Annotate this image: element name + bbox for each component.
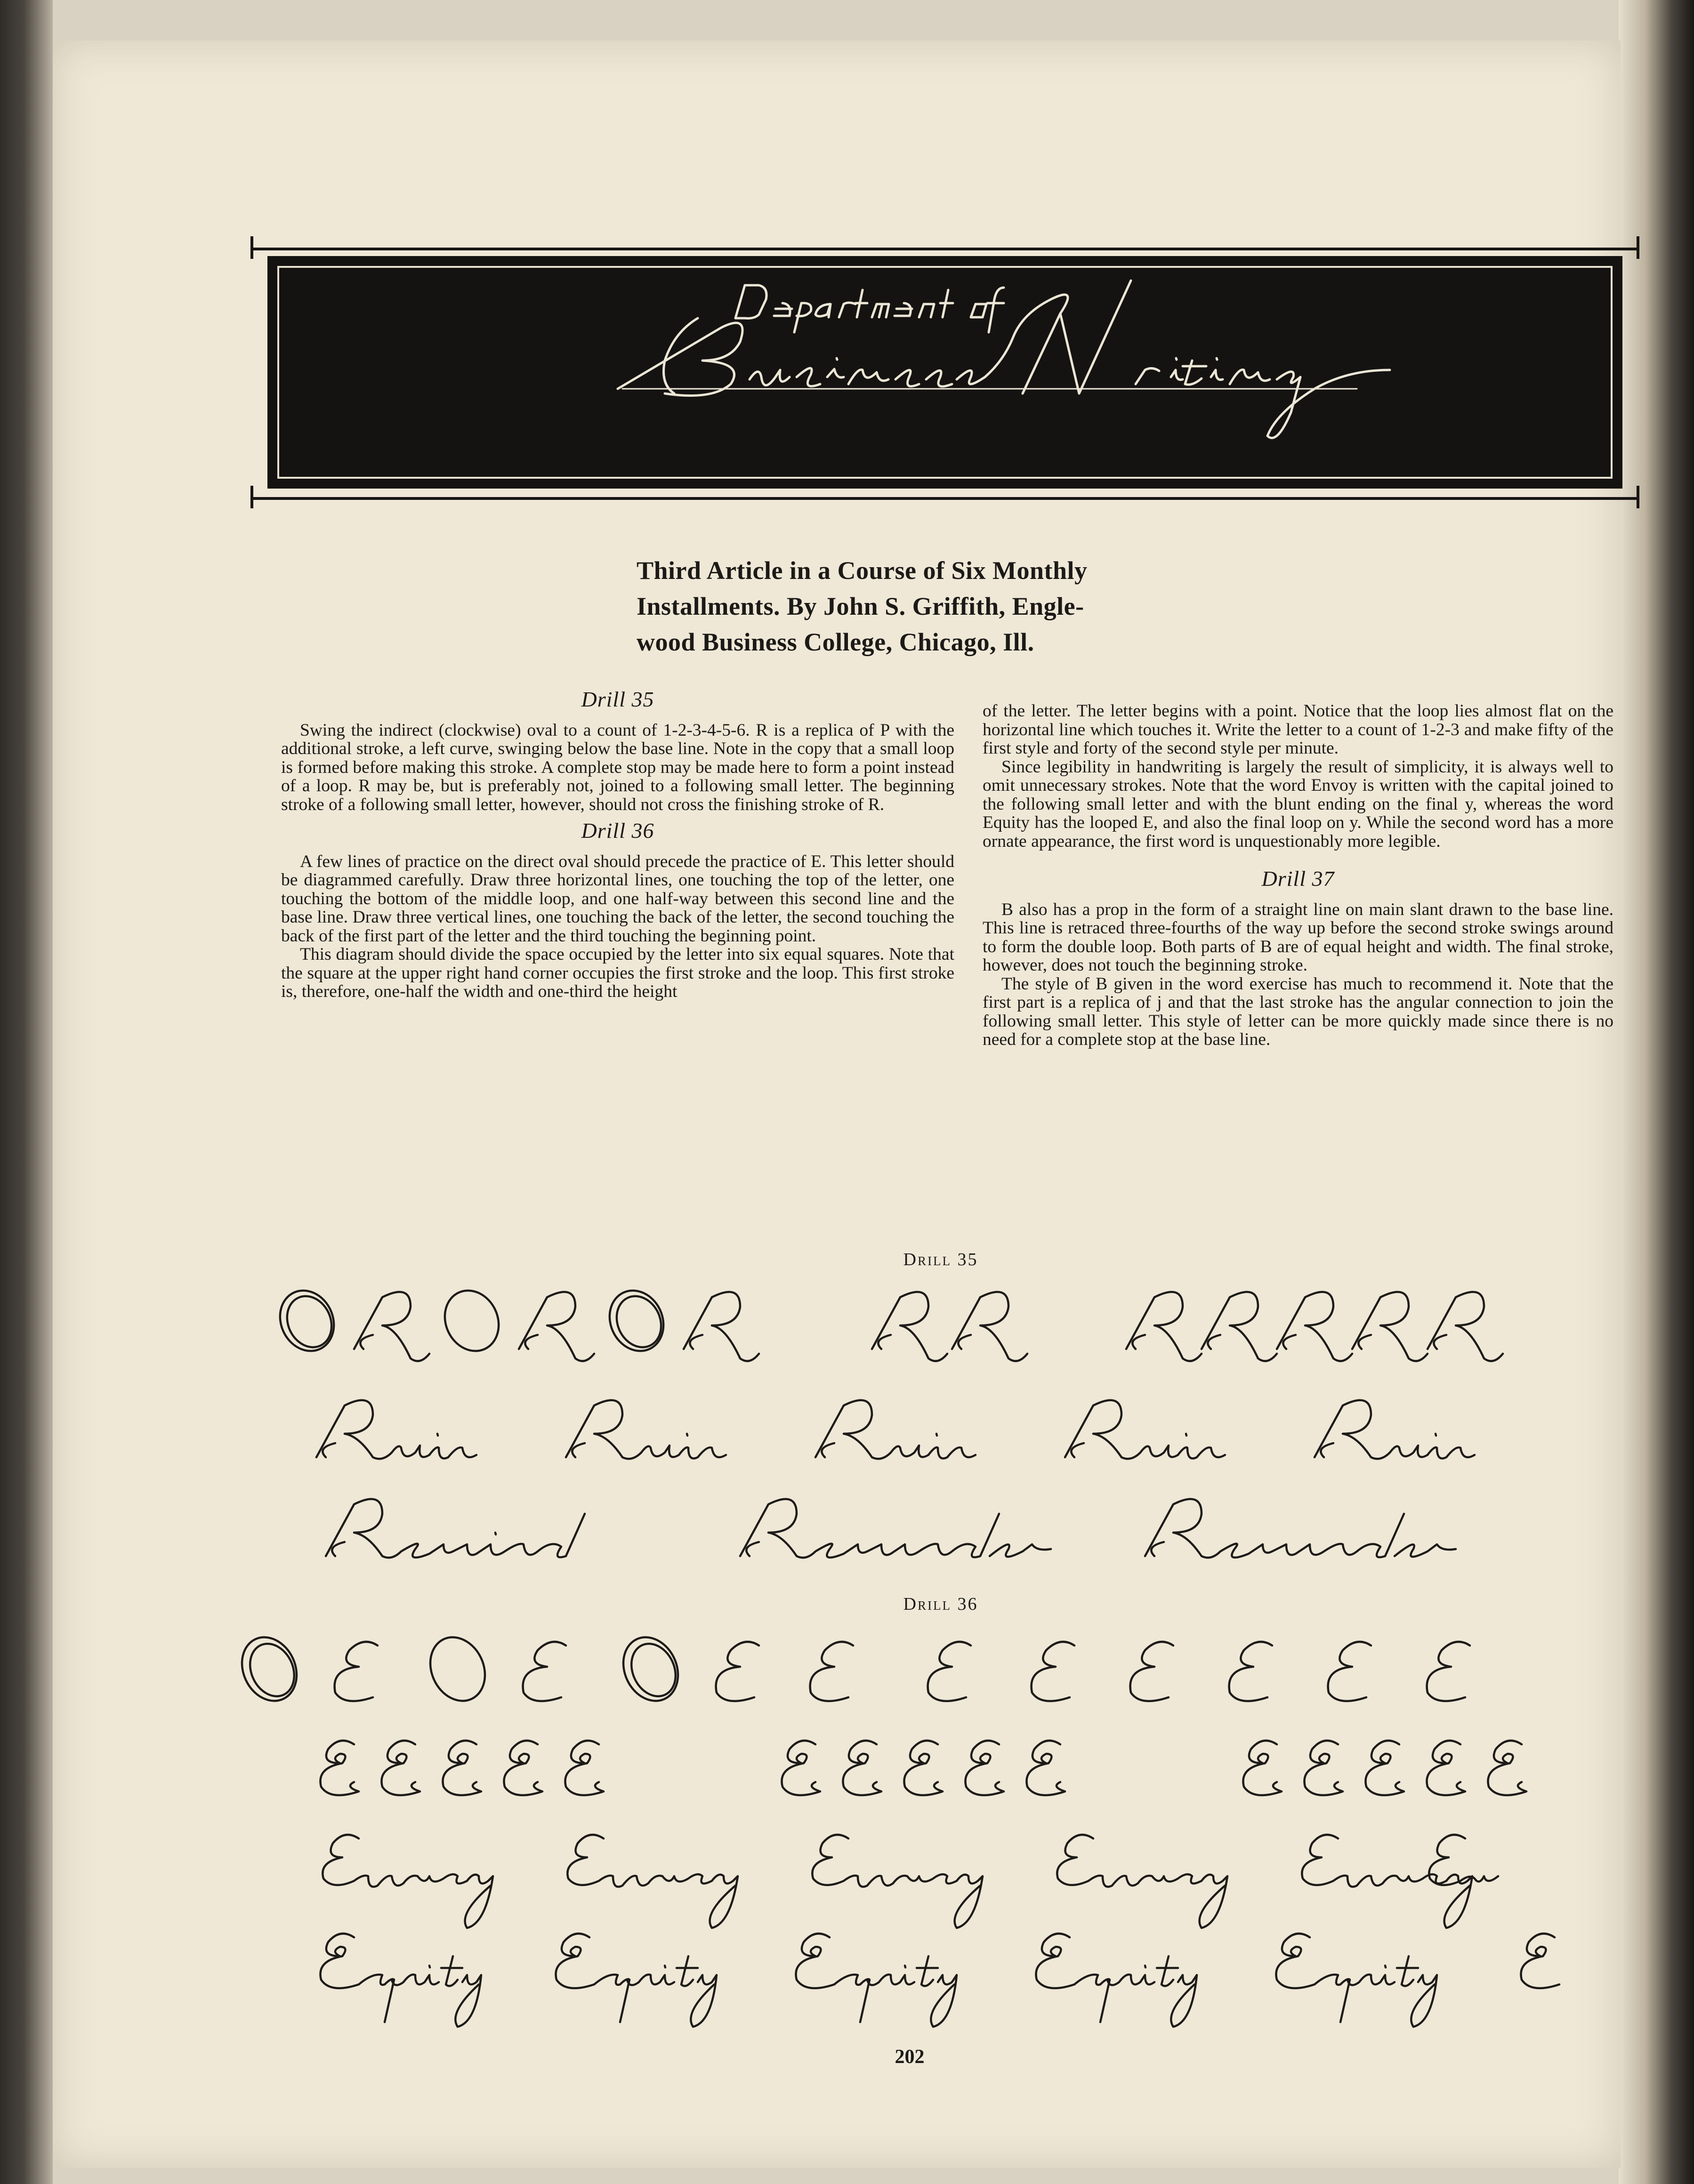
drill-36-row-envoy bbox=[323, 1835, 1498, 1928]
drill-35-row-remind bbox=[326, 1499, 1456, 1558]
drill-36-continued: of the letter. The letter begins with a point. Notice that the loop lies almost flat on the horizontal line which touches it. Write the letter to a count of 1-2-3 and make fifty of the first style and forty of the second style per minute. bbox=[983, 701, 1613, 758]
drill-35-paragraph: Swing the indirect (clockwise) oval to a count of 1-2-3-4-5-6. R is a replica of P with the additional stroke, a left curve, swinging below the base line. Note in the copy that a small loop is formed before making this stroke. A complete stop may be made here to form a point instead of a loop. R may be, but is preferably not, joined to a following small letter. The beginning stroke of a following small letter, however, should not cross the finishing stroke of R. bbox=[281, 720, 954, 814]
page-number: 202 bbox=[895, 2046, 925, 2068]
drill-35-exhibit-label: Drill 35 bbox=[903, 1250, 978, 1269]
penmanship-specimens bbox=[53, 40, 1621, 2168]
scan-edge-left bbox=[0, 0, 53, 2184]
drill-36-paragraph: A few lines of practice on the direct oval should precede the practice of E. This letter should be diagrammed carefully. Draw three horizontal lines, one touching the top of the letter, one touching the bottom of the middle loop, and one half-way between this second line and the base line. Draw three vertical lines, one touching the back of the letter, the second touching the back of the first part of the letter and the third touching the beginning point. bbox=[281, 851, 954, 946]
drill-37-heading: Drill 37 bbox=[1261, 867, 1335, 891]
drill-36-paragraph: This diagram should divide the space occupied by the letter into six equal squares. Note that the square at the upper right hand corner occupies the first stroke and the loop. This first stroke is, therefore, one-half the width and one-third the height bbox=[281, 945, 954, 1001]
drill-36-exhibit-label: Drill 36 bbox=[903, 1594, 978, 1614]
drill-35-row-ruin bbox=[316, 1400, 1475, 1459]
drill-36-row-equity bbox=[320, 1934, 1559, 2027]
byline-line: wood Business College, Chicago, Ill. bbox=[637, 628, 1034, 656]
drill-37-paragraph: The style of B given in the word exercise has much to recommend it. Note that the first part is a replica of j and that the last stroke has the angular connection to join the following small letter. This style of letter can be more quickly made since there is no need for a complete stop at the base line. bbox=[983, 974, 1613, 1049]
drill-36-row-ovals bbox=[232, 1628, 1470, 1710]
byline-line: Third Article in a Course of Six Monthly bbox=[637, 556, 1088, 585]
drill-35-row-ovals bbox=[270, 1282, 1503, 1361]
drill-37-paragraph: B also has a prop in the form of a straight line on main slant drawn to the base line. This line is retraced three-fourths of the way up before the second stroke swings around to form the double loop. Both parts of B are of equal height and width. The final stroke, however, does not touch the beginning stroke. bbox=[983, 899, 1613, 975]
drill-36-row-looped-e bbox=[320, 1741, 1526, 1795]
drill-36-heading: Drill 36 bbox=[581, 819, 654, 843]
page bbox=[53, 40, 1621, 2168]
byline-line: Installments. By John S. Griffith, Engle- bbox=[637, 592, 1084, 620]
legibility-paragraph: Since legibility in handwriting is largely the result of simplicity, it is always well to omit unnecessary strokes. Note that the word Envoy is written with the capital joined to the following small letter and with the blunt ending on the final y, whereas the word Equity has the looped E, and also the final loop on y. While the second word has a more ornate appearance, the first word is unquestionably more legible. bbox=[983, 757, 1613, 851]
drill-35-heading: Drill 35 bbox=[581, 687, 654, 711]
